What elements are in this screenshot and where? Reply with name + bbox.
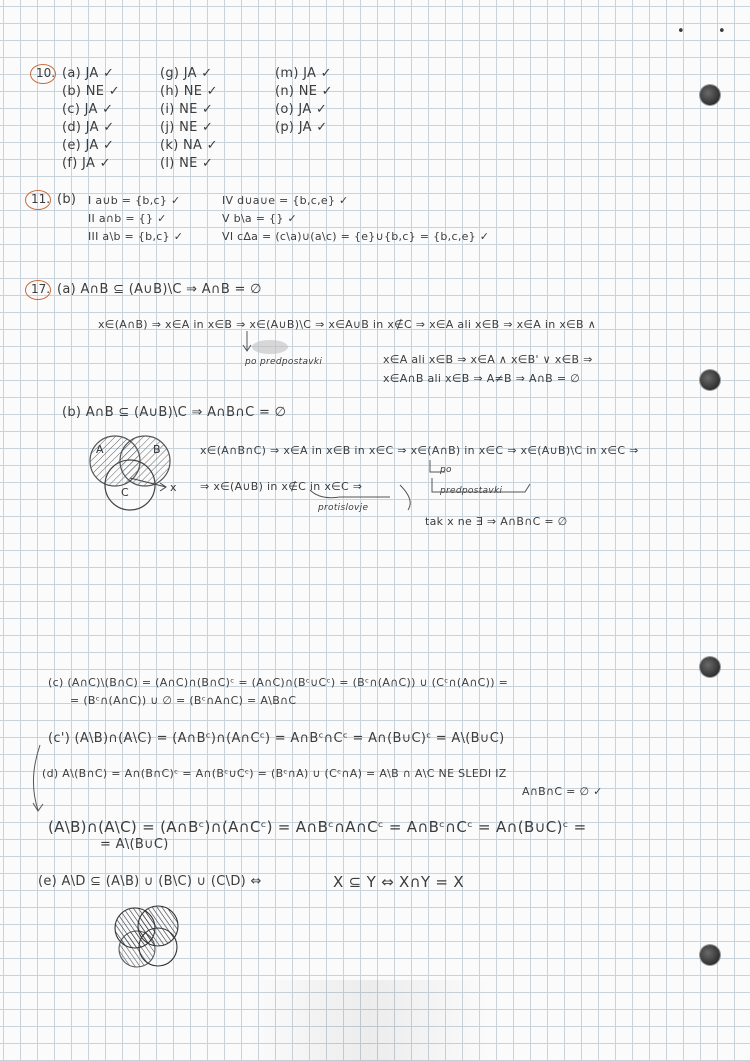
p17a-line-2: x∈A ali x∈B ⇒ x∈A ∧ x∈B' ∨ x∈B ⇒ xyxy=(383,353,593,366)
p17a-heading: (a) A∩B ⊆ (A∪B)\C ⇒ A∩B = ∅ xyxy=(57,282,262,297)
p10-col2-h: (h) NE ✓ xyxy=(160,84,218,99)
problem-17-number: 17. xyxy=(31,282,51,296)
p17d-line-2: A∩B∩C = ∅ ✓ xyxy=(522,785,603,798)
p17e-line-2: = A\(B∪C) xyxy=(100,837,169,852)
p17c2-line: (c') (A\B)∩(A\C) = (A∩Bᶜ)∩(A∩Cᶜ) = A∩Bᶜ∩Cᶜ = A∩(B∪C)ᶜ = A\(B∪C) xyxy=(48,731,505,746)
p17c-line-1: (c) (A∩C)\(B∩C) = (A∩C)∩(B∩C)ᶜ = (A∩C)∩(Bᶜ∪Cᶜ) = (Bᶜ∩(A∩C)) ∪ (Cᶜ∩(A∩C)) = xyxy=(48,676,509,689)
p17b-line-2: ⇒ x∈(A∪B) in x∉C in x∈C ⇒ xyxy=(200,480,363,493)
p17b-note-po: po xyxy=(440,465,452,475)
p11-line-3: III a\b = {b,c} ✓ xyxy=(88,230,184,243)
p10-col2-l: (l) NE ✓ xyxy=(160,156,214,171)
p17a-line-1: x∈(A∩B) ⇒ x∈A in x∈B ⇒ x∈(A∪B)\C ⇒ x∈A∪B in x∉C ⇒ x∈A ali x∈B ⇒ x∈A in x∈B ∧ xyxy=(98,318,597,331)
p10-col2-i: (i) NE ✓ xyxy=(160,102,214,117)
p17b-note-protislovje: protislovje xyxy=(318,503,369,513)
p10-col1-c: (c) JA ✓ xyxy=(62,102,114,117)
stray-mark-2: • xyxy=(718,24,726,39)
p11-line-5: V b\a = {} ✓ xyxy=(222,212,297,225)
p17b-line-3: tak x ne ∃ ⇒ A∩B∩C = ∅ xyxy=(425,515,568,528)
p17b-line-1: x∈(A∩B∩C) ⇒ x∈A in x∈B in x∈C ⇒ x∈(A∩B) in x∈C ⇒ x∈(A∪B)\C in x∈C ⇒ xyxy=(200,444,639,457)
p17a-note: po predpostavki xyxy=(245,357,323,367)
p17b-note-predpostavki: predpostavki xyxy=(440,486,503,496)
p10-col1-e: (e) JA ✓ xyxy=(62,138,115,153)
p17a-line-3: x∈A∩B ali x∈B ⇒ A≠B ⇒ A∩B = ∅ xyxy=(383,372,581,385)
p10-col3-n: (n) NE ✓ xyxy=(275,84,333,99)
p17c-line-2: = (Bᶜ∩(A∩C)) ∪ ∅ = (Bᶜ∩A∩C) = A\B∩C xyxy=(70,694,297,707)
p10-col3-o: (o) JA ✓ xyxy=(275,102,328,117)
p10-col3-m: (m) JA ✓ xyxy=(275,66,332,81)
stray-mark-1: • xyxy=(677,24,685,39)
p17f-right: X ⊆ Y ⇔ X∩Y = X xyxy=(333,873,464,891)
p10-col2-j: (j) NE ✓ xyxy=(160,120,214,135)
venn-diagram-e xyxy=(115,906,178,967)
p10-col2-k: (k) NA ✓ xyxy=(160,138,218,153)
p10-col3-p: (p) JA ✓ xyxy=(275,120,328,135)
venn-b-label-b: B xyxy=(153,443,161,456)
ink-smudge-a xyxy=(252,340,288,354)
p11-line-4: IV d∪a∪e = {b,c,e} ✓ xyxy=(222,194,349,207)
p10-col1-a: (a) JA ✓ xyxy=(62,66,115,81)
p17d-line-1: (d) A\(B∩C) = A∩(B∩C)ᶜ = A∩(Bᶜ∪Cᶜ) = (Bᶜ∩A) ∪ (Cᶜ∩A) = A\B ∩ A\C NE SLEDI IZ xyxy=(42,767,507,780)
p10-col2-g: (g) JA ✓ xyxy=(160,66,213,81)
problem-11-number: 11. xyxy=(31,192,51,206)
p11-line-1: I a∪b = {b,c} ✓ xyxy=(88,194,181,207)
p10-col1-b: (b) NE ✓ xyxy=(62,84,120,99)
p11-line-2: II a∩b = {} ✓ xyxy=(88,212,167,225)
p10-col1-d: (d) JA ✓ xyxy=(62,120,115,135)
p11-line-6: VI c∆a = (c\a)∪(a\c) = {e}∪{b,c} = {b,c,e} ✓ xyxy=(222,230,490,243)
venn-b-label-a: A xyxy=(96,443,104,456)
p10-col1-f: (f) JA ✓ xyxy=(62,156,111,171)
p17b-heading: (b) A∩B ⊆ (A∪B)\C ⇒ A∩B∩C = ∅ xyxy=(62,405,287,420)
venn-b-label-c: C xyxy=(121,486,129,499)
p17a-annotation-arrow xyxy=(243,331,530,510)
p17f-line: (e) A\D ⊆ (A\B) ∪ (B\C) ∪ (C\D) ⇔ xyxy=(38,874,262,889)
venn-b-label-x: x xyxy=(170,481,177,494)
p17e-line-1: (A\B)∩(A\C) = (A∩Bᶜ)∩(A∩Cᶜ) = A∩Bᶜ∩A∩Cᶜ = A∩Bᶜ∩Cᶜ = A∩(B∪C)ᶜ = xyxy=(48,818,587,836)
p11-part: (b) xyxy=(57,192,77,207)
problem-10-number: 10. xyxy=(36,66,56,80)
margin-arrow-d xyxy=(33,745,40,810)
